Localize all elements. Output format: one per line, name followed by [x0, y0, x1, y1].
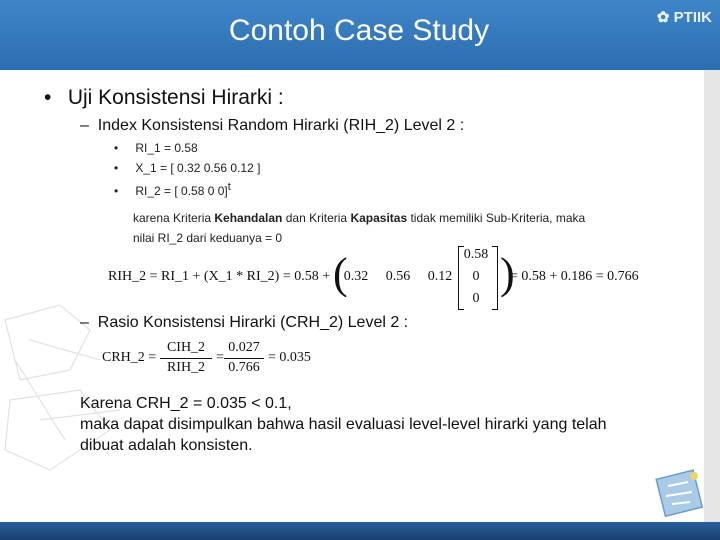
- fraction-bar: [224, 358, 264, 359]
- sub-item-text: RI_1 = 0.58: [135, 141, 198, 155]
- fraction-denominator: 0.766: [228, 360, 260, 375]
- note-bold-kehandalan: Kehandalan: [214, 211, 283, 225]
- column-bracket-right: [492, 246, 498, 310]
- crh2-formula: [102, 340, 322, 380]
- fraction-numerator: 0.027: [228, 340, 260, 355]
- row-cell: 0.32: [343, 269, 369, 284]
- equals-sign: =: [216, 350, 224, 365]
- dash-marker: –: [80, 117, 89, 134]
- sub-item-ri2: [114, 181, 231, 198]
- bullet-uji-konsistensi: [44, 86, 284, 110]
- formula-rhs: = 0.58 + 0.186 = 0.766: [510, 269, 639, 284]
- puzzle-map-icon: [650, 462, 710, 522]
- row-cell: 0.12: [427, 269, 453, 284]
- bullet-marker: •: [114, 184, 119, 198]
- right-strip: [704, 70, 720, 522]
- row-bracket-right: ): [500, 249, 515, 298]
- formula-rhs: = 0.035: [268, 350, 311, 365]
- ptiik-logo: [657, 8, 712, 26]
- note-paragraph: [133, 208, 693, 248]
- bullet-marker: •: [44, 86, 52, 109]
- bullet-rasio-konsistensi: [80, 314, 408, 332]
- slide-title: Contoh Case Study: [228, 14, 490, 47]
- col-cell: 0.58: [463, 247, 489, 262]
- fraction-denominator: RIH_2: [166, 360, 206, 375]
- col-cell: 0: [472, 269, 480, 284]
- conclusion-line: Karena CRH_2 = 0.035 < 0.1,: [80, 395, 292, 412]
- note-bold-kapasitas: Kapasitas: [350, 211, 408, 225]
- bottom-bar: [0, 522, 720, 540]
- logo-text: PTIIK: [673, 9, 712, 26]
- slide-header: [0, 0, 720, 70]
- bullet-marker: •: [114, 161, 119, 175]
- rih2-formula: [108, 244, 648, 312]
- logo-mark-icon: ✿: [656, 9, 670, 26]
- note-text: tidak memiliki Sub-Kriteria, maka: [407, 211, 586, 225]
- bullet-index-konsistensi: [80, 117, 464, 135]
- conclusion-line: maka dapat disimpulkan bahwa hasil evaluasi level-level hirarki yang telah: [80, 416, 607, 433]
- row-cell: 0.56: [385, 269, 411, 284]
- bullet-marker: •: [114, 141, 119, 155]
- sub-item-text: RI_2 = [ 0.58 0 0]: [135, 184, 228, 198]
- note-line2: nilai RI_2 dari keduanya = 0: [133, 231, 283, 245]
- note-text: dan Kriteria: [282, 211, 351, 225]
- sub-item-text: X_1 = [ 0.32 0.56 0.12 ]: [135, 161, 261, 175]
- col-cell: 0: [472, 291, 480, 306]
- formula-lhs: CRH_2 =: [102, 350, 157, 365]
- note-text: karena Kriteria: [133, 211, 215, 225]
- row-bracket-left: (: [333, 249, 348, 298]
- conclusion-text: [80, 393, 690, 456]
- dash-marker: –: [80, 314, 89, 331]
- bullet-text: Uji Konsistensi Hirarki :: [67, 86, 284, 109]
- conclusion-line: dibuat adalah konsisten.: [80, 437, 253, 454]
- fraction-bar: [160, 358, 212, 359]
- fraction-numerator: CIH_2: [166, 340, 206, 355]
- transpose-mark: t: [227, 181, 231, 193]
- bullet-text: Index Konsistensi Random Hirarki (RIH_2) Level 2 :: [97, 117, 465, 134]
- sub-item-x1: [114, 161, 260, 175]
- sub-item-ri1: [114, 141, 198, 155]
- formula-lhs: RIH_2 = RI_1 + (X_1 * RI_2) = 0.58 +: [108, 269, 331, 284]
- bullet-text: Rasio Konsistensi Hirarki (CRH_2) Level 2 :: [97, 314, 409, 331]
